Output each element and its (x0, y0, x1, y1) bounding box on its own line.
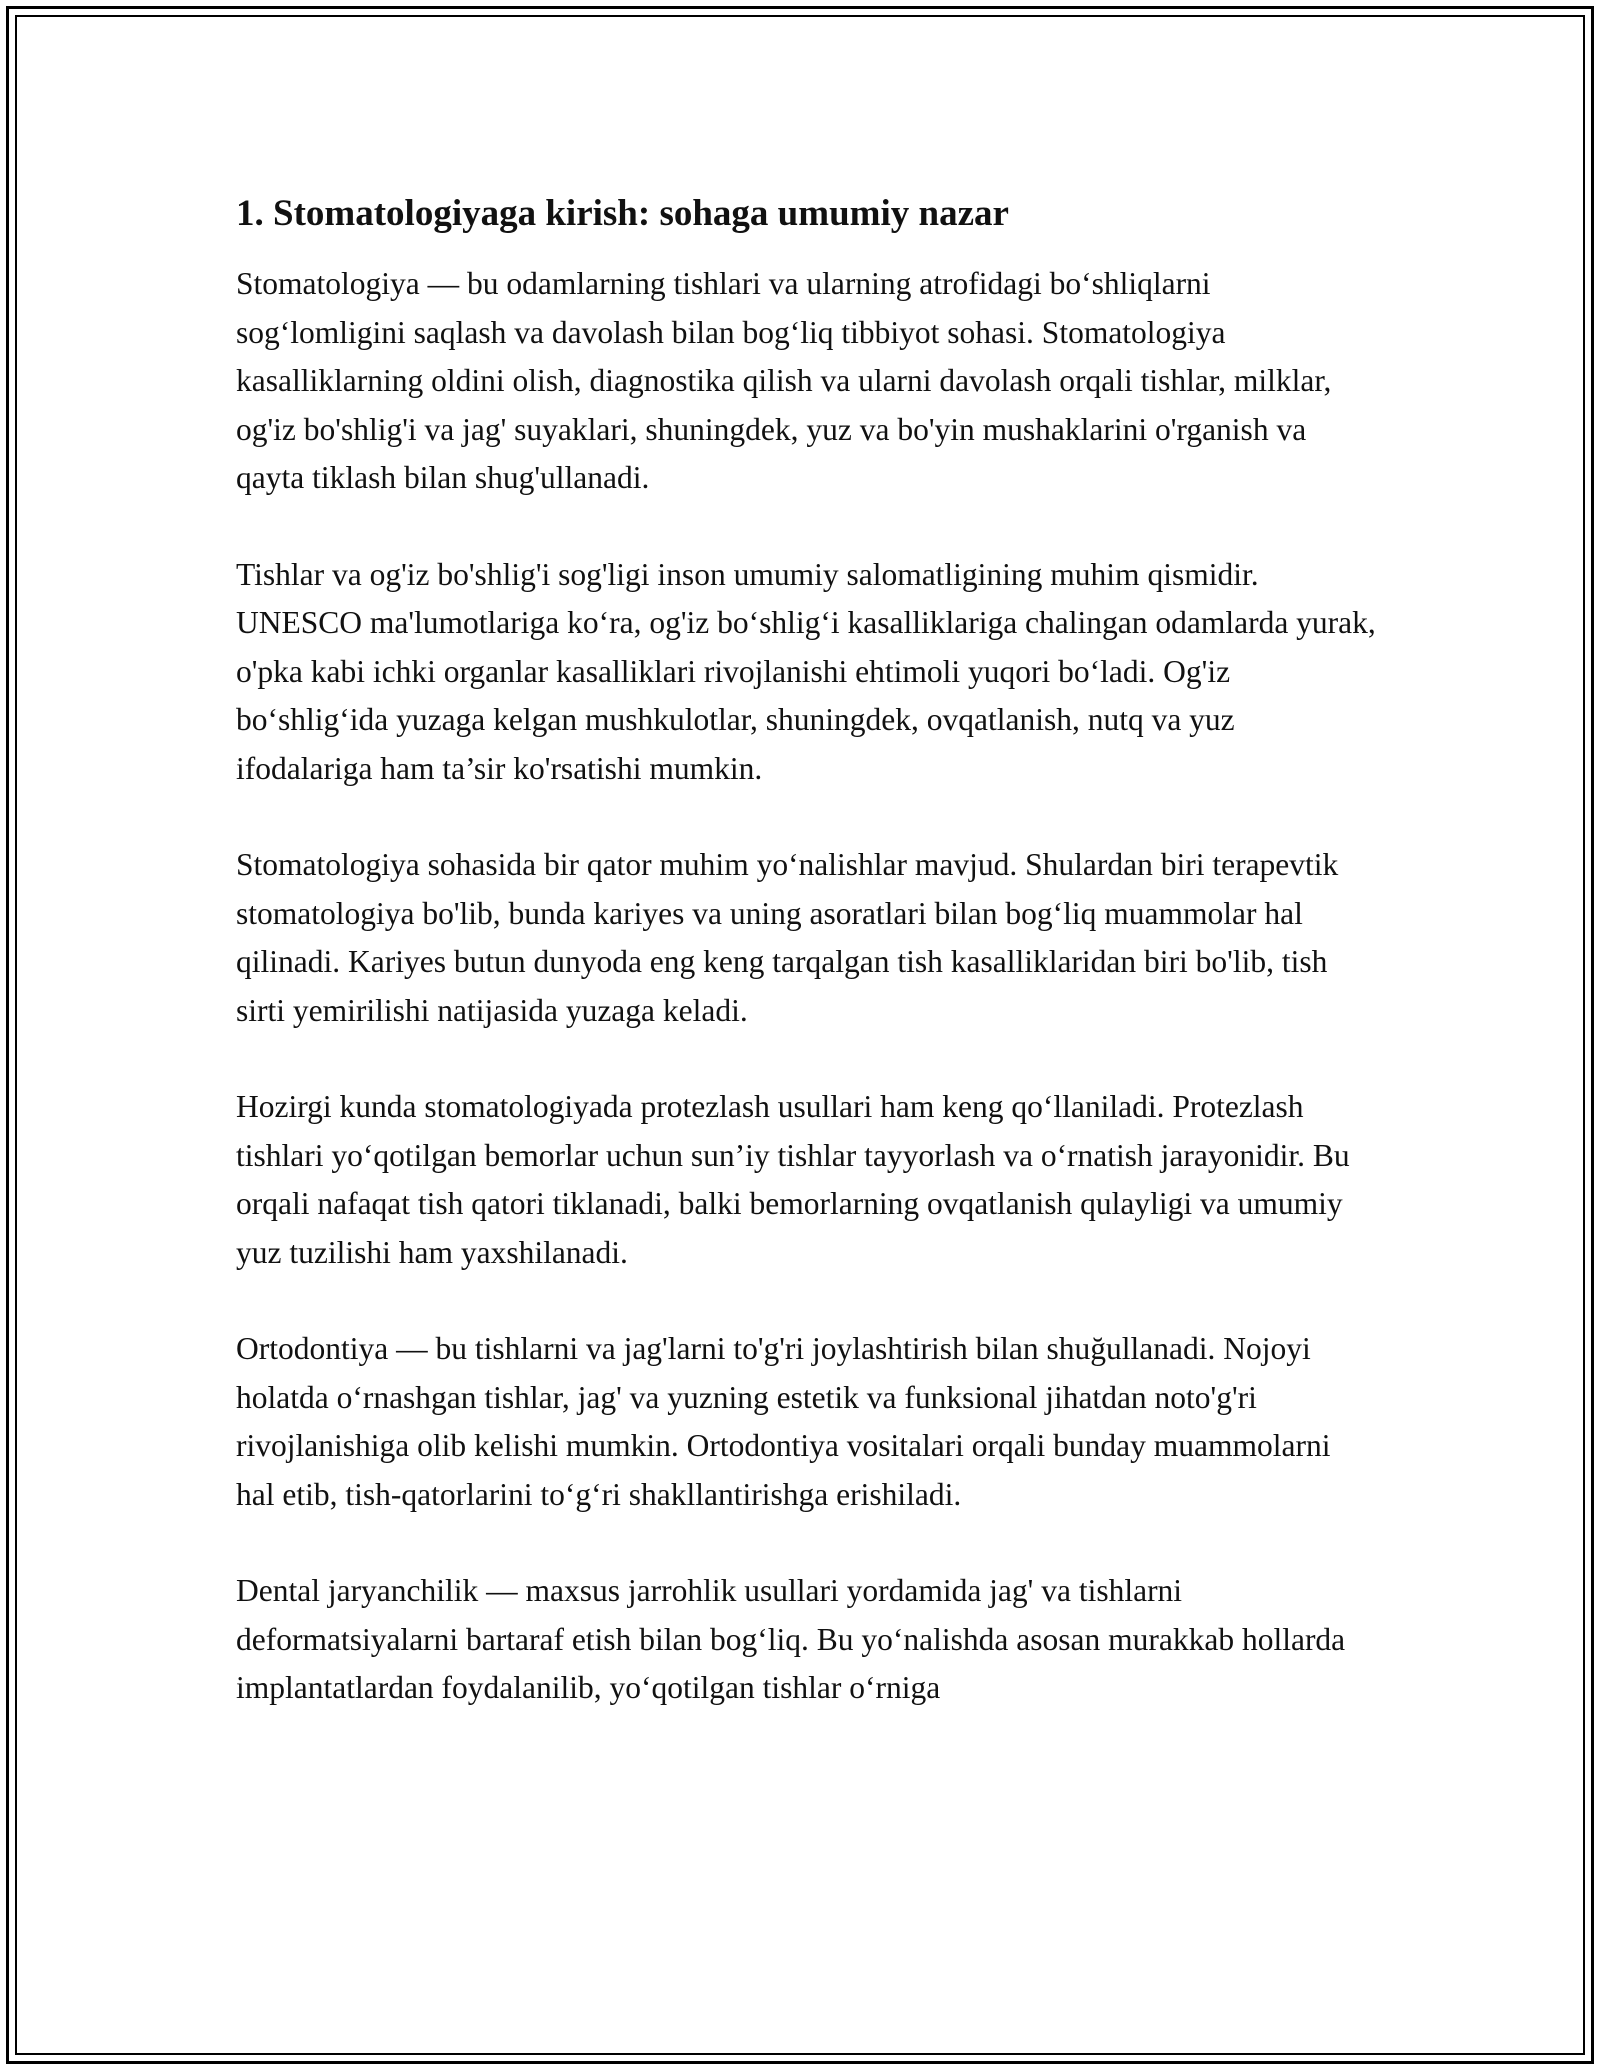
paragraph-dental-surgery: Dental jaryanchilik — maxsus jarrohlik usullari yordamida jag' va tishlarni deformatsiyalarni bartaraf etish bilan bog‘liq. Bu yo‘nalishda asosan murakkab hollarda implantatlardan foydalanilib, yo‘qotilgan tishlar o‘rniga (236, 1573, 1346, 1705)
paragraph-oral-health: Tishlar va og'iz bo'shlig'i sog'ligi inson umumiy salomatligining muhim qismidir. UNESCO ma'lumotlariga ko‘ra, og'iz bo‘shlig‘i kasalliklariga chalingan odamlarda yurak, o'pka kabi ichki organlar kasalliklari rivojlanishi ehtimoli yuqori bo‘ladi. Og'iz bo‘shlig‘ida yuzaga kelgan mushkulotlar, shuningdek, ovqatlanish, nutq va yuz ifodalariga ham ta’sir ko'rsatishi mumkin. (236, 556, 1376, 786)
paragraph-prosthetics: Hozirgi kunda stomatologiyada protezlash usullari ham keng qo‘llaniladi. Protezlash tishlari yo‘qotilgan bemorlar uchun sun’iy tishlar tayyorlash va o‘rnatish jarayonidir. Bu orqali nafaqat tish qatori tiklanadi, balki bemorlarning ovqatlanish qulayligi va umumiy yuz tuzilishi ham yaxshilanadi. (236, 1089, 1350, 1270)
paragraph-introduction: Stomatologiya — bu odamlarning tishlari va ularning atrofidagi bo‘shliqlarni sog‘lomligini saqlash va davolash bilan bog‘liq tibbiyot sohasi. Stomatologiya kasalliklarning oldini olish, diagnostika qilish va ularni davolash orqali tishlar, milklar, og'iz bo'shlig'i va jag' suyaklari, shuningdek, yuz va bo'yin mushaklarini o'rganish va qayta tiklash bilan shug'ullanadi. (236, 266, 1332, 495)
section-title: 1. Stomatologiyaga kirish: sohaga umumiy nazar (236, 193, 1009, 234)
paragraph-therapeutic: Stomatologiya sohasida bir qator muhim yo‘nalishlar mavjud. Shulardan biri terapevtik stomatologiya bo'lib, bunda kariyes va uning asoratlari bilan bog‘liq muammolar hal qilinadi. Kariyes butun dunyoda eng keng tarqalgan tish kasalliklaridan biri bo'lib, tish sirti yemirilishi natijasida yuzaga keladi. (236, 847, 1339, 1028)
paragraph-orthodontics: Ortodontiya — bu tishlarni va jag'larni to'g'ri joylashtirish bilan shuğullanadi. Nojoyi holatda o‘rnashgan tishlar, jag' va yuzning estetik va funksional jihatdan noto'g'ri rivojlanishiga olib kelishi mumkin. Ortodontiya vositalari orqali bunday muammolarni hal etib, tish-qatorlarini to‘g‘ri shakllantirishga erishiladi. (236, 1331, 1331, 1512)
document-body (236, 188, 1376, 1761)
